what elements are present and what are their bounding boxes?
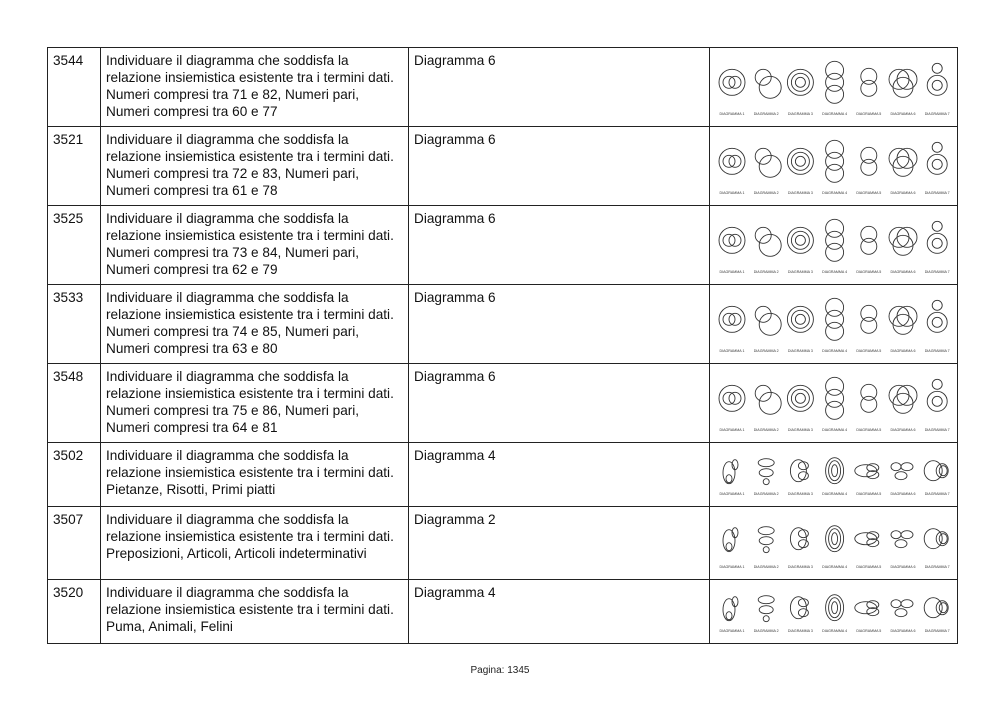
diagram-1-shapes [723,528,738,552]
diagram-label: DIAGRAMMA 5 [856,428,882,432]
diagram-label: DIAGRAMMA 4 [822,428,848,432]
diagram-figure [710,127,957,205]
diagram-label: DIAGRAMMA 1 [719,191,745,195]
diagram-label: DIAGRAMMA 6 [890,428,916,432]
diagram-1-shapes [723,460,738,484]
diagram-6-shapes [891,531,913,548]
diagram-6-shapes [889,306,917,334]
diagram-3-shapes [787,385,813,411]
diagram-label: DIAGRAMMA 1 [719,270,745,274]
diagram-5-shapes [861,68,877,96]
diagram-label: DIAGRAMMA 2 [753,428,779,432]
diagram-2-shapes [758,527,774,553]
diagram-label: DIAGRAMMA 6 [890,349,916,353]
diagram-label: DIAGRAMMA 7 [924,270,950,274]
diagram-6-shapes [889,69,917,97]
diagram-5-shapes [855,601,879,616]
diagram-label: DIAGRAMMA 1 [719,112,745,116]
diagram-6-shapes [889,148,917,176]
diagram-7-shapes [927,379,947,411]
diagram-1-shapes [719,306,745,332]
table-row [48,206,958,285]
answer-text: Diagramma 6 [409,364,710,443]
diagram-7-shapes [927,300,947,332]
question-id: 3533 [48,285,101,364]
questions-table-body [48,48,958,644]
answer-text: Diagramma 6 [409,206,710,285]
diagram-cell [710,443,958,507]
question-id: 3521 [48,127,101,206]
diagram-3-shapes [790,597,808,619]
diagram-2-shapes [755,227,781,256]
diagram-2-shapes [755,306,781,335]
diagram-figure [710,285,957,363]
diagram-5-shapes [861,305,877,333]
diagram-figure [710,580,957,643]
diagram-2-shapes [755,69,781,98]
question-id: 3525 [48,206,101,285]
diagram-cell [710,285,958,364]
diagram-figure [710,507,957,579]
diagram-label: DIAGRAMMA 2 [753,191,779,195]
diagram-cell [710,127,958,206]
question-text: Individuare il diagramma che soddisfa la relazione insiemistica esistente tra i termini dati. Puma, Animali, Felini [101,580,409,644]
table-row [48,580,958,644]
diagram-6-shapes [889,227,917,255]
diagram-6-shapes [891,463,913,480]
diagram-label: DIAGRAMMA 5 [856,492,882,496]
diagram-7-shapes [927,142,947,174]
question-text: Individuare il diagramma che soddisfa la relazione insiemistica esistente tra i termini dati. Numeri compresi tra 73 e 84, Numeri pari, Numeri compresi tra 62 e 79 [101,206,409,285]
question-text: Individuare il diagramma che soddisfa la relazione insiemistica esistente tra i termini dati. Numeri compresi tra 72 e 83, Numeri pari, Numeri compresi tra 61 e 78 [101,127,409,206]
diagram-label: DIAGRAMMA 4 [822,629,848,633]
diagram-label: DIAGRAMMA 1 [719,565,745,569]
diagram-7-shapes [924,598,948,618]
diagram-1-shapes [719,148,745,174]
question-text: Individuare il diagramma che soddisfa la relazione insiemistica esistente tra i termini dati. Numeri compresi tra 74 e 85, Numeri pari, Numeri compresi tra 63 e 80 [101,285,409,364]
diagram-5-shapes [861,147,877,175]
diagram-label: DIAGRAMMA 4 [822,349,848,353]
diagram-label: DIAGRAMMA 7 [924,191,950,195]
diagram-7-shapes [924,529,948,549]
diagram-2-shapes [755,148,781,177]
diagram-3-shapes [787,227,813,253]
diagram-3-shapes [790,528,808,550]
diagram-label: DIAGRAMMA 3 [787,565,813,569]
diagram-5-shapes [855,532,879,547]
diagram-label: DIAGRAMMA 5 [856,112,882,116]
diagram-label: DIAGRAMMA 1 [719,492,745,496]
diagram-label: DIAGRAMMA 6 [890,492,916,496]
table-row [48,364,958,443]
diagram-figure [710,443,957,506]
diagram-label: DIAGRAMMA 3 [787,492,813,496]
diagram-label: DIAGRAMMA 4 [822,565,848,569]
diagram-2-shapes [755,385,781,414]
question-text: Individuare il diagramma che soddisfa la relazione insiemistica esistente tra i termini dati. Numeri compresi tra 75 e 86, Numeri pari, Numeri compresi tra 64 e 81 [101,364,409,443]
diagram-cell [710,364,958,443]
diagram-label: DIAGRAMMA 5 [856,565,882,569]
table-row [48,443,958,507]
diagram-4-shapes [826,595,844,621]
diagram-4-shapes [826,298,844,340]
diagram-label: DIAGRAMMA 1 [719,428,745,432]
answer-text: Diagramma 4 [409,443,710,507]
diagram-7-shapes [927,63,947,95]
diagram-label: DIAGRAMMA 7 [924,349,950,353]
diagram-cell [710,48,958,127]
diagram-label: DIAGRAMMA 2 [753,565,779,569]
answer-text: Diagramma 6 [409,285,710,364]
diagram-3-shapes [787,306,813,332]
diagram-3-shapes [787,69,813,95]
answer-text: Diagramma 6 [409,48,710,127]
diagram-1-shapes [719,69,745,95]
diagram-2-shapes [758,596,774,622]
diagram-label: DIAGRAMMA 3 [787,349,813,353]
diagram-cell [710,507,958,580]
diagram-label: DIAGRAMMA 3 [787,270,813,274]
diagram-4-shapes [826,219,844,261]
question-id: 3520 [48,580,101,644]
diagram-5-shapes [861,226,877,254]
diagram-label: DIAGRAMMA 7 [924,629,950,633]
table-row [48,507,958,580]
diagram-4-shapes [826,458,844,484]
table-row [48,127,958,206]
question-text: Individuare il diagramma che soddisfa la relazione insiemistica esistente tra i termini dati. Preposizioni, Articoli, Articoli indeterminativi [101,507,409,580]
diagram-figure [710,206,957,284]
diagram-3-shapes [787,148,813,174]
diagram-label: DIAGRAMMA 5 [856,349,882,353]
question-id: 3548 [48,364,101,443]
diagram-1-shapes [723,597,738,621]
diagram-6-shapes [891,600,913,617]
diagram-label: DIAGRAMMA 2 [753,349,779,353]
diagram-label: DIAGRAMMA 7 [924,492,950,496]
diagram-label: DIAGRAMMA 6 [890,629,916,633]
diagram-cell [710,206,958,285]
diagram-5-shapes [855,464,879,479]
diagram-label: DIAGRAMMA 4 [822,492,848,496]
questions-table [47,47,958,644]
diagram-figure [710,364,957,442]
answer-text: Diagramma 6 [409,127,710,206]
diagram-label: DIAGRAMMA 5 [856,191,882,195]
diagram-label: DIAGRAMMA 6 [890,112,916,116]
diagram-label: DIAGRAMMA 2 [753,492,779,496]
page-footer: Pagina: 1345 [470,665,530,676]
diagram-label: DIAGRAMMA 7 [924,112,950,116]
table-row [48,48,958,127]
diagram-label: DIAGRAMMA 4 [822,112,848,116]
answer-text: Diagramma 4 [409,580,710,644]
diagram-4-shapes [826,377,844,419]
question-id: 3507 [48,507,101,580]
diagram-4-shapes [826,140,844,182]
diagram-4-shapes [826,61,844,103]
diagram-6-shapes [889,385,917,413]
diagram-label: DIAGRAMMA 4 [822,191,848,195]
diagram-7-shapes [924,461,948,481]
question-id: 3544 [48,48,101,127]
diagram-4-shapes [826,526,844,552]
diagram-label: DIAGRAMMA 5 [856,629,882,633]
diagram-cell [710,580,958,644]
diagram-label: DIAGRAMMA 3 [787,112,813,116]
diagram-label: DIAGRAMMA 3 [787,191,813,195]
diagram-3-shapes [790,460,808,482]
diagram-figure [710,48,957,126]
table-row [48,285,958,364]
diagram-label: DIAGRAMMA 1 [719,629,745,633]
diagram-1-shapes [719,227,745,253]
diagram-label: DIAGRAMMA 5 [856,270,882,274]
diagram-label: DIAGRAMMA 6 [890,270,916,274]
answer-text: Diagramma 2 [409,507,710,580]
diagram-label: DIAGRAMMA 2 [753,112,779,116]
diagram-label: DIAGRAMMA 3 [787,428,813,432]
diagram-label: DIAGRAMMA 1 [719,349,745,353]
diagram-2-shapes [758,459,774,485]
diagram-label: DIAGRAMMA 6 [890,191,916,195]
diagram-label: DIAGRAMMA 6 [890,565,916,569]
diagram-5-shapes [861,384,877,412]
diagram-label: DIAGRAMMA 7 [924,565,950,569]
question-text: Individuare il diagramma che soddisfa la relazione insiemistica esistente tra i termini dati. Pietanze, Risotti, Primi piatti [101,443,409,507]
diagram-label: DIAGRAMMA 7 [924,428,950,432]
question-id: 3502 [48,443,101,507]
diagram-7-shapes [927,221,947,253]
diagram-label: DIAGRAMMA 2 [753,629,779,633]
diagram-label: DIAGRAMMA 2 [753,270,779,274]
question-text: Individuare il diagramma che soddisfa la relazione insiemistica esistente tra i termini dati. Numeri compresi tra 71 e 82, Numeri pari, Numeri compresi tra 60 e 77 [101,48,409,127]
diagram-1-shapes [719,385,745,411]
diagram-label: DIAGRAMMA 3 [787,629,813,633]
diagram-label: DIAGRAMMA 4 [822,270,848,274]
